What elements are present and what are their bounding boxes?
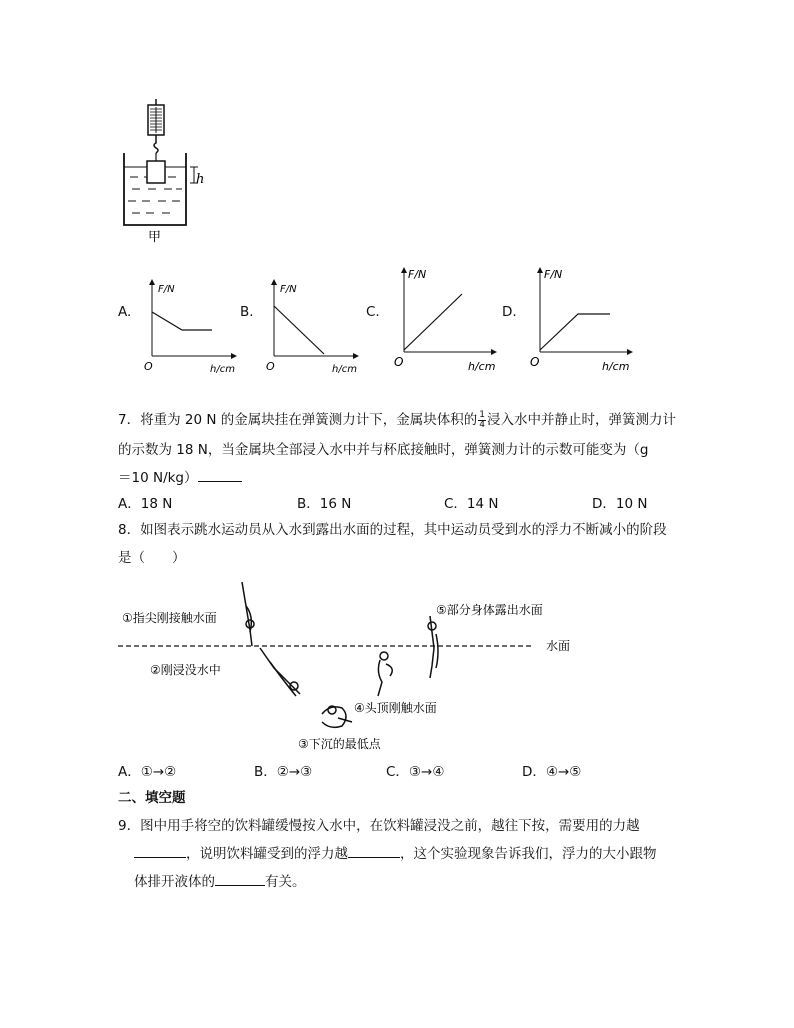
graph-b — [262, 274, 362, 374]
x-axis-label: h/cm — [468, 360, 496, 373]
q8-line-1: 8．如图表示跳水运动员从入水到露出水面的过程，其中运动员受到水的浮力不断减小的阶段 — [118, 522, 667, 538]
q7-option-c: C．14 N — [444, 496, 499, 512]
x-axis-label: h/cm — [332, 364, 357, 374]
diver-stage-5-icon — [428, 616, 438, 678]
q9-line-2: ，说明饮料罐受到的浮力越 ，这个实验现象告诉我们，浮力的大小跟物 — [134, 840, 657, 868]
x-axis-label: h/cm — [602, 360, 630, 373]
q7-line-3: ＝10 N/kg） — [118, 464, 242, 492]
origin-label: O — [266, 360, 275, 373]
origin-label: O — [394, 355, 404, 369]
graph-option-d-label: D. — [502, 304, 517, 320]
answer-blank[interactable] — [198, 467, 242, 482]
diver-stage-4-icon — [378, 652, 392, 696]
q9-line-3: 体排开液体的 有关。 — [134, 868, 306, 896]
answer-blank-3[interactable] — [215, 871, 265, 886]
q7-line-1: 7．将重为 20 N 的金属块挂在弹簧测力计下，金属块体积的 $\frac{1}{4}$ 浸入水中并静止时，弹簧测力计 — [118, 409, 676, 430]
water-surface-label: 水面 — [546, 639, 571, 653]
q8-option-d: D．④→⑤ — [522, 764, 582, 780]
y-axis-label: F/N — [280, 284, 297, 295]
spring-scale-icon — [148, 99, 164, 161]
answer-blank-1[interactable] — [134, 843, 186, 858]
graph-option-c-label: C. — [366, 304, 380, 320]
figure-jia — [110, 95, 220, 245]
q7-option-a: A．18 N — [118, 496, 173, 512]
answer-blank-2[interactable] — [348, 843, 400, 858]
graph-option-a-label: A. — [118, 304, 132, 320]
q7-option-b: B．16 N — [297, 496, 352, 512]
diver-stage-1-icon — [242, 582, 254, 646]
y-axis-label: F/N — [544, 268, 563, 281]
x-axis-label: h/cm — [210, 364, 235, 374]
label-stage-3: ③下沉的最低点 — [298, 737, 381, 751]
label-stage-4: ④头顶刚触水面 — [354, 701, 437, 715]
graph-a — [140, 274, 240, 374]
q8-line-2: 是（ ） — [118, 550, 186, 566]
fraction: $\frac{1}{4}$ — [479, 409, 485, 430]
q8-option-a: A．①→② — [118, 764, 177, 780]
origin-label: O — [144, 360, 153, 373]
q8-option-c: C．③→④ — [386, 764, 445, 780]
label-stage-1: ①指尖刚接触水面 — [122, 611, 217, 625]
diving-figure — [110, 576, 580, 756]
diver-stage-2-icon — [260, 648, 300, 696]
section-title: 二、填空题 — [118, 790, 186, 806]
h-label: h — [196, 172, 205, 187]
q7-line-2: 的示数为 18 N，当金属块全部浸入水中并与杯底接触时，弹簧测力计的示数可能变为（g — [118, 442, 649, 458]
figure-caption: 甲 — [148, 230, 162, 245]
y-axis-label: F/N — [158, 284, 175, 295]
graph-c-line — [404, 294, 462, 350]
label-stage-5: ⑤部分身体露出水面 — [436, 603, 543, 617]
q8-option-b: B．②→③ — [254, 764, 313, 780]
q7-option-d: D．10 N — [592, 496, 648, 512]
label-stage-2: ②刚浸没水中 — [150, 663, 221, 677]
graph-b-line — [274, 306, 324, 354]
beaker-icon — [124, 153, 186, 225]
graph-d-line — [540, 314, 610, 350]
graph-option-b-label: B. — [240, 304, 254, 320]
y-axis-label: F/N — [408, 268, 427, 281]
diver-stage-3-icon — [322, 706, 352, 727]
origin-label: O — [530, 355, 540, 369]
graph-a-line — [152, 312, 212, 330]
q9-line-1: 9．图中用手将空的饮料罐缓慢按入水中，在饮料罐浸没之前，越往下按，需要用的力越 — [118, 818, 640, 834]
